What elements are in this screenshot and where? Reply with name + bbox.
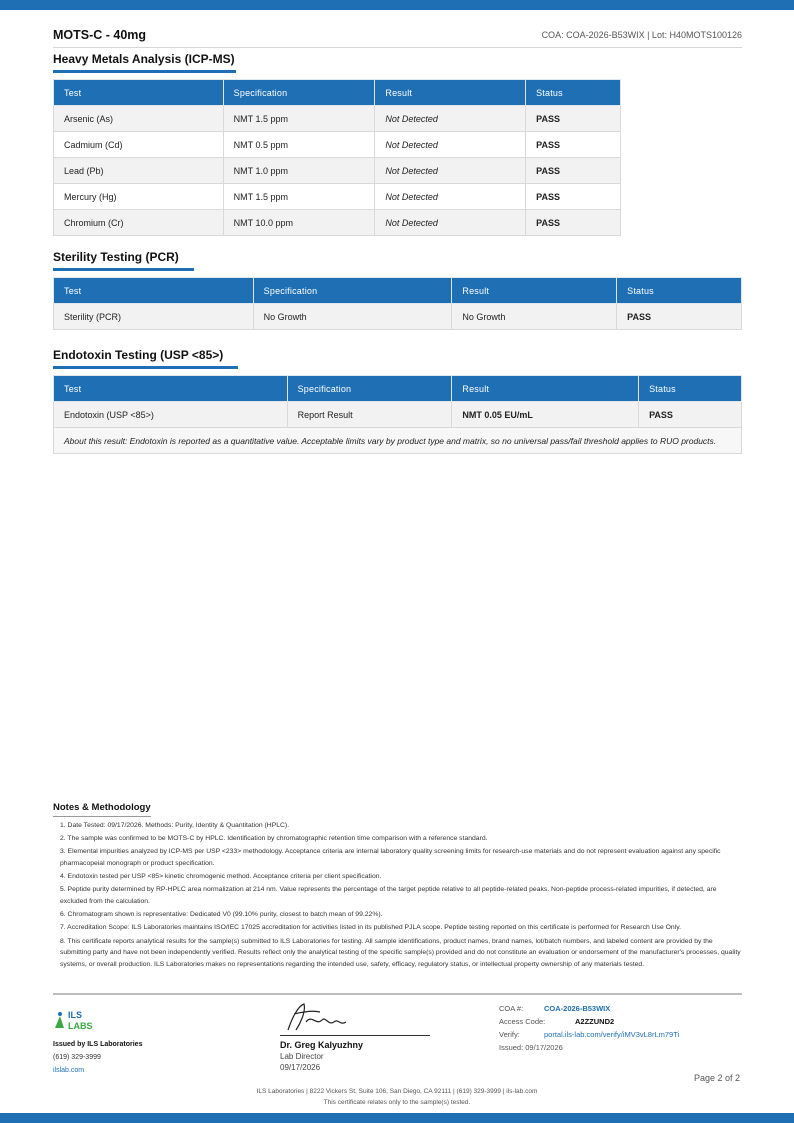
col-specification: Specification	[223, 80, 375, 106]
cell-spec: Report Result	[287, 402, 452, 428]
table-header-row	[54, 80, 621, 106]
table-header-row	[54, 376, 742, 402]
cell-status: PASS	[526, 158, 621, 184]
table-row	[54, 402, 742, 428]
col-result: Result	[452, 278, 617, 304]
table-row	[54, 304, 742, 330]
cell-status: PASS	[526, 210, 621, 236]
note-item: 3. Elemental impurities analyzed by ICP-MS per USP <233> methodology. Acceptance criteria are internal laboratory quality screening limits for research-use materials and do not represent evaluation against any specific pharmacopeial monograph or product specification.	[60, 848, 721, 867]
cell-status: PASS	[526, 106, 621, 132]
col-status: Status	[617, 278, 742, 304]
endotoxin-table	[53, 375, 742, 454]
cell-test: Arsenic (As)	[54, 106, 224, 132]
cell-result: Not Detected	[375, 106, 526, 132]
coa-label: COA #:	[499, 1004, 524, 1013]
note-item: 2. The sample was confirmed to be MOTS-C by HPLC. Identification by chromatographic retention time comparison with a reference standard.	[60, 835, 488, 843]
logo-text-bottom: LABS	[68, 1021, 93, 1031]
verify-label: Verify:	[499, 1030, 520, 1039]
footer-address-block	[0, 1086, 794, 1108]
issuer-phone: (619) 329-3999	[53, 1054, 101, 1061]
cell-spec: NMT 10.0 ppm	[223, 210, 375, 236]
signer-name: Dr. Greg Kalyuzhny	[280, 1040, 364, 1050]
heavy-metals-table	[53, 79, 621, 236]
col-status: Status	[526, 80, 621, 106]
col-test: Test	[54, 278, 254, 304]
coa-info-block	[499, 1002, 679, 1054]
signer-block	[280, 1040, 363, 1073]
cell-test: Endotoxin (USP <85>)	[54, 402, 288, 428]
access-code: A2ZZUND2	[575, 1017, 615, 1026]
cell-test: Sterility (PCR)	[54, 304, 254, 330]
cell-test: Lead (Pb)	[54, 158, 224, 184]
cell-result: Not Detected	[375, 158, 526, 184]
cell-result: Not Detected	[375, 132, 526, 158]
table-note-row	[54, 428, 742, 454]
signature-line	[280, 1035, 430, 1036]
cell-status: PASS	[617, 304, 742, 330]
access-code-label: Access Code:	[499, 1017, 546, 1026]
col-result: Result	[452, 376, 639, 402]
cell-result: Not Detected	[375, 184, 526, 210]
issuer-info	[53, 1038, 142, 1077]
logo-text-top: ILS	[68, 1010, 83, 1020]
cell-spec: No Growth	[253, 304, 452, 330]
table-row	[54, 210, 621, 236]
top-accent-bar	[0, 0, 794, 10]
table-row	[54, 184, 621, 210]
note-item: 4. Endotoxin tested per USP <85> kinetic chromogenic method. Acceptance criteria per client specification.	[60, 873, 382, 881]
logo-flask-icon	[55, 1016, 64, 1028]
cell-status: PASS	[526, 184, 621, 210]
cell-result: No Growth	[452, 304, 617, 330]
cell-spec: NMT 1.0 ppm	[223, 158, 375, 184]
cell-spec: NMT 1.5 ppm	[223, 184, 375, 210]
bottom-accent-bar	[0, 1113, 794, 1123]
handwritten-signature	[282, 1000, 432, 1036]
issued-date: Issued: 09/17/2026	[499, 1043, 563, 1052]
cell-spec: NMT 0.5 ppm	[223, 132, 375, 158]
cell-test: Cadmium (Cd)	[54, 132, 224, 158]
signer-role: Lab Director	[280, 1052, 324, 1061]
sterility-table	[53, 277, 742, 330]
coa-lot-meta: COA: COA-2026-B53WIX | Lot: H40MOTS100126	[541, 29, 742, 40]
page-number: Page 2 of 2	[694, 1073, 741, 1083]
product-title: MOTS-C - 40mg	[53, 27, 147, 42]
verify-link[interactable]: portal.ils-lab.com/verify/iMV3vL8rLm79Ti	[544, 1030, 680, 1039]
col-specification: Specification	[253, 278, 452, 304]
notes-title: Notes & Methodology	[53, 802, 151, 817]
page-header	[53, 26, 742, 48]
lab-address: ILS Laboratories | 8222 Vickers St, Suite 106, San Diego, CA 92111 | (619) 329-3999 | ils-lab.com	[256, 1088, 538, 1095]
heavy-metals-title: Heavy Metals Analysis (ICP-MS)	[53, 52, 236, 73]
cell-test: Chromium (Cr)	[54, 210, 224, 236]
table-row	[54, 106, 621, 132]
col-status: Status	[639, 376, 742, 402]
note-item: 6. Chromatogram shown is representative: Dedicated V0 (99.10% purity, closest to batch mean of 99.22%).	[60, 911, 383, 919]
cell-status: PASS	[639, 402, 742, 428]
ils-labs-logo	[53, 1008, 113, 1032]
col-test: Test	[54, 80, 224, 106]
note-item: 1. Date Tested: 09/17/2026. Methods: Purity, Identity & Quantitation (HPLC).	[60, 822, 290, 829]
note-item: 8. This certificate reports analytical results for the sample(s) submitted to ILS Laboratories for testing. All sample identifications, product names, brand names, lot/batch numbers, and labeled content are provided by the submitting party and have not been independently verified. Results reflect only the analytical testing of the specific sample(s) provided and do not constitute an evaluation or endorsement of the manufacturer's processes, quality systems, or overall production. ILS Laboratories makes no representations regarding the intended use, safety, efficacy, regulatory status, or intellectual property ownership of any materials tested.	[60, 937, 741, 968]
col-result: Result	[375, 80, 526, 106]
footer-divider	[53, 993, 742, 995]
cell-spec: NMT 1.5 ppm	[223, 106, 375, 132]
cell-test: Mercury (Hg)	[54, 184, 224, 210]
sterility-title: Sterility Testing (PCR)	[53, 250, 194, 271]
signer-date: 09/17/2026	[280, 1063, 321, 1072]
col-specification: Specification	[287, 376, 452, 402]
table-row	[54, 132, 621, 158]
note-item: 7. Accreditation Scope: ILS Laboratories maintains ISO/IEC 17025 accreditation for activities listed in its published PJLA scope. Peptide testing reported on this certificate is performed for Research Use Only.	[60, 924, 681, 932]
disclaimer: This certificate relates only to the sample(s) tested.	[323, 1099, 471, 1106]
coa-number: COA-2026-B53WIX	[544, 1004, 611, 1013]
table-header-row	[54, 278, 742, 304]
cell-result: Not Detected	[375, 210, 526, 236]
notes-list	[60, 820, 742, 972]
cell-status: PASS	[526, 132, 621, 158]
endotoxin-title: Endotoxin Testing (USP <85>)	[53, 348, 238, 369]
col-test: Test	[54, 376, 288, 402]
cell-result: NMT 0.05 EU/mL	[452, 402, 639, 428]
table-row	[54, 158, 621, 184]
note-item: 5. Peptide purity determined by RP-HPLC area normalization at 214 nm. Value represents the percentage of the target peptide relative to all peptide-related peaks. Non-peptide process-related impurities, if detected, are excluded from the calculation.	[60, 886, 717, 905]
endotoxin-note: About this result: Endotoxin is reported as a quantitative value. Acceptable limits vary by product type and matrix, so no universal pass/fail threshold applies to RUO products.	[54, 428, 742, 454]
issued-by: Issued by ILS Laboratories	[53, 1041, 143, 1048]
issuer-website-link[interactable]: ilslab.com	[53, 1067, 85, 1074]
